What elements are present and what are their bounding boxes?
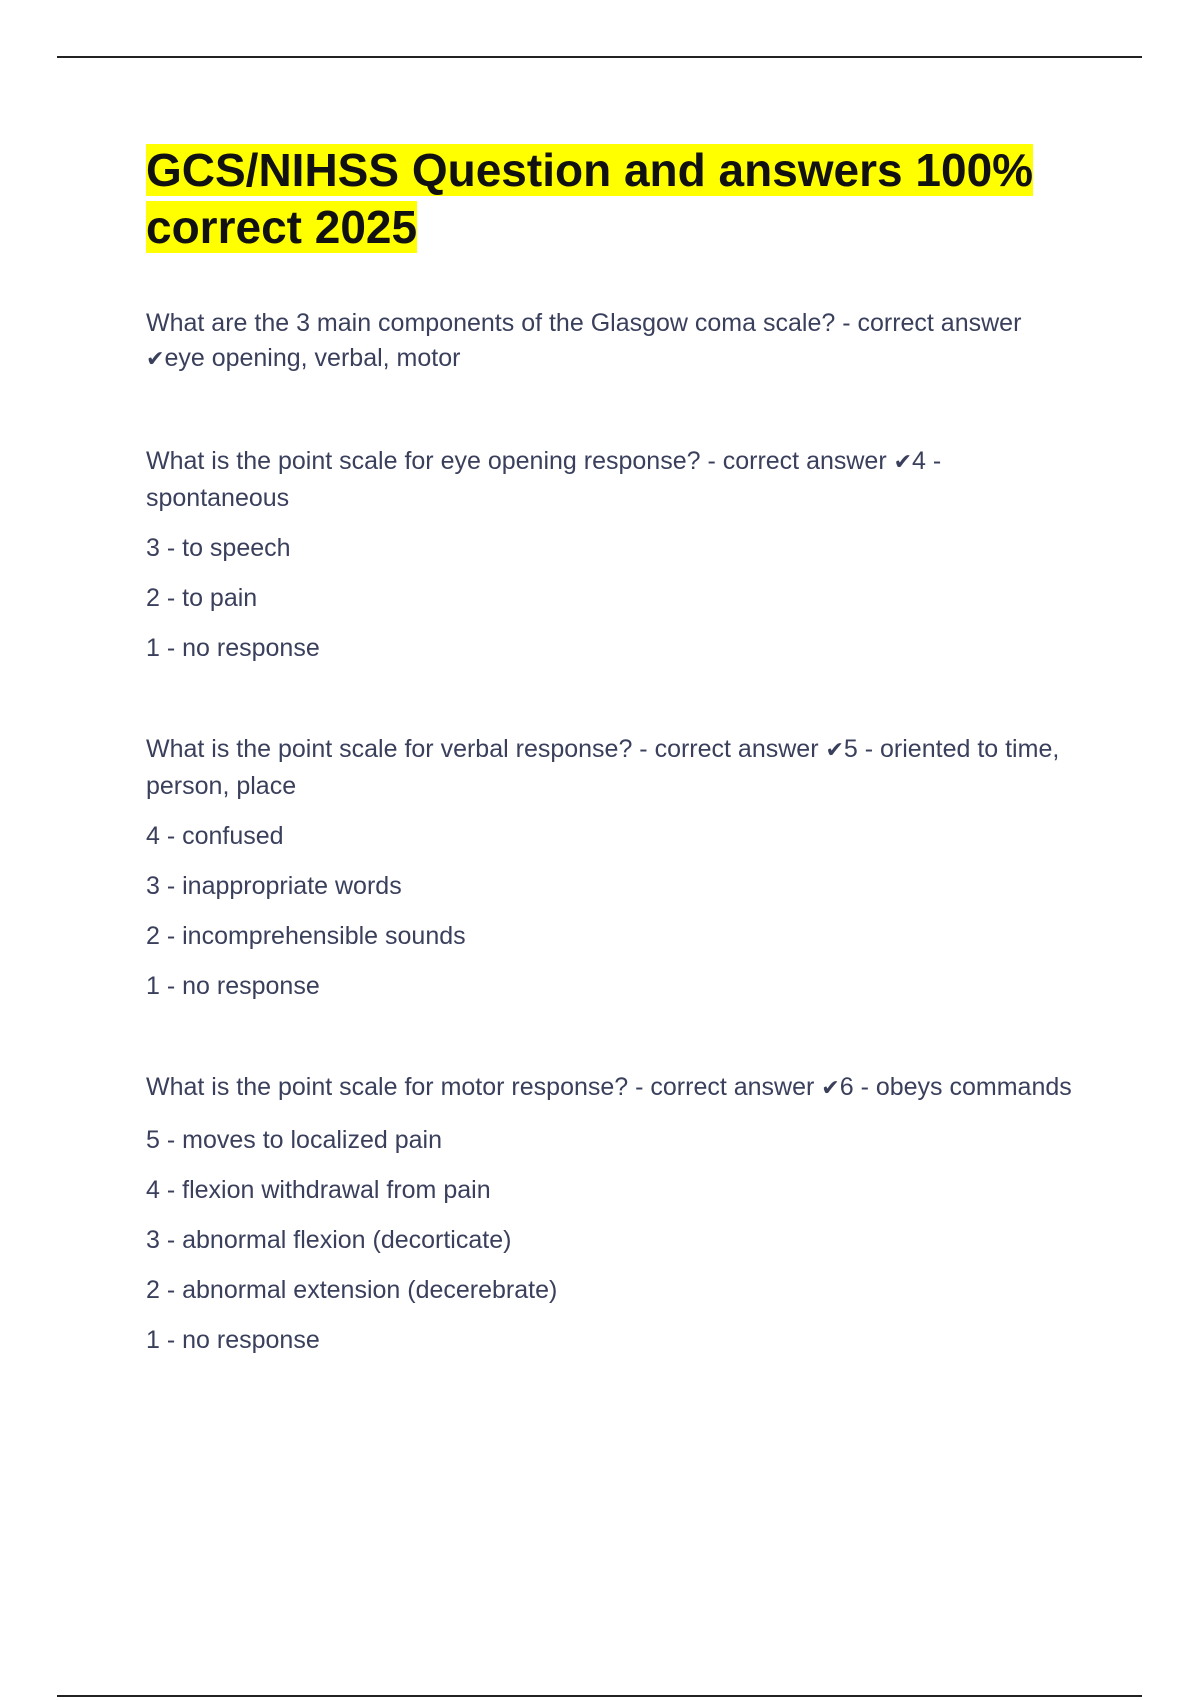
question-text: What is the point scale for verbal response? - correct answer	[146, 735, 826, 763]
answer-line: 2 - to pain	[146, 584, 258, 612]
checkmark-icon: ✔	[821, 1076, 840, 1101]
question-text: What is the point scale for eye opening response? - correct answer	[146, 447, 894, 475]
bottom-rule	[57, 1695, 1142, 1697]
answer-line: 1 - no response	[146, 972, 320, 1000]
answer-text: 5 - oriented to time, person, place	[146, 735, 1060, 800]
question-text: What are the 3 main components of the Glasgow coma scale? - correct answer	[146, 309, 1022, 337]
answer-line: 3 - abnormal flexion (decorticate)	[146, 1225, 512, 1254]
answer-line: 4 - flexion withdrawal from pain	[146, 1175, 491, 1204]
question-2	[146, 444, 1086, 515]
answer-line: 3 - inappropriate words	[146, 872, 402, 900]
answer-line: 5 - moves to localized pain	[146, 1125, 442, 1154]
checkmark-icon: ✔	[146, 346, 165, 372]
question-3	[146, 732, 1086, 803]
page-title	[146, 142, 1086, 256]
answer-text: eye opening, verbal, motor	[164, 343, 461, 372]
answer-line: 1 - no response	[146, 634, 320, 662]
document-body	[146, 142, 1086, 1357]
answer-text: 6 - obeys commands	[839, 1073, 1072, 1101]
answer-line: 2 - incomprehensible sounds	[146, 922, 466, 950]
qa-item-2	[146, 444, 1086, 665]
title-highlight: GCS/NIHSS Question and answers 100% correct 2025	[146, 144, 1034, 253]
question-1	[146, 306, 1086, 377]
answer-text: 4 - spontaneous	[146, 447, 942, 512]
question-text: What is the point scale for motor response? - correct answer	[146, 1073, 822, 1101]
answer-line: 1 - no response	[146, 1325, 320, 1354]
answer-line: 3 - to speech	[146, 534, 291, 562]
top-rule	[57, 56, 1142, 58]
qa-item-3	[146, 732, 1086, 1003]
question-4	[146, 1070, 1086, 1107]
answer-line: 2 - abnormal extension (decerebrate)	[146, 1275, 558, 1304]
qa-item-4	[146, 1070, 1086, 1357]
checkmark-icon: ✔	[893, 450, 913, 475]
checkmark-icon: ✔	[825, 738, 844, 763]
qa-item-1	[146, 306, 1086, 377]
answer-line: 4 - confused	[146, 822, 284, 850]
